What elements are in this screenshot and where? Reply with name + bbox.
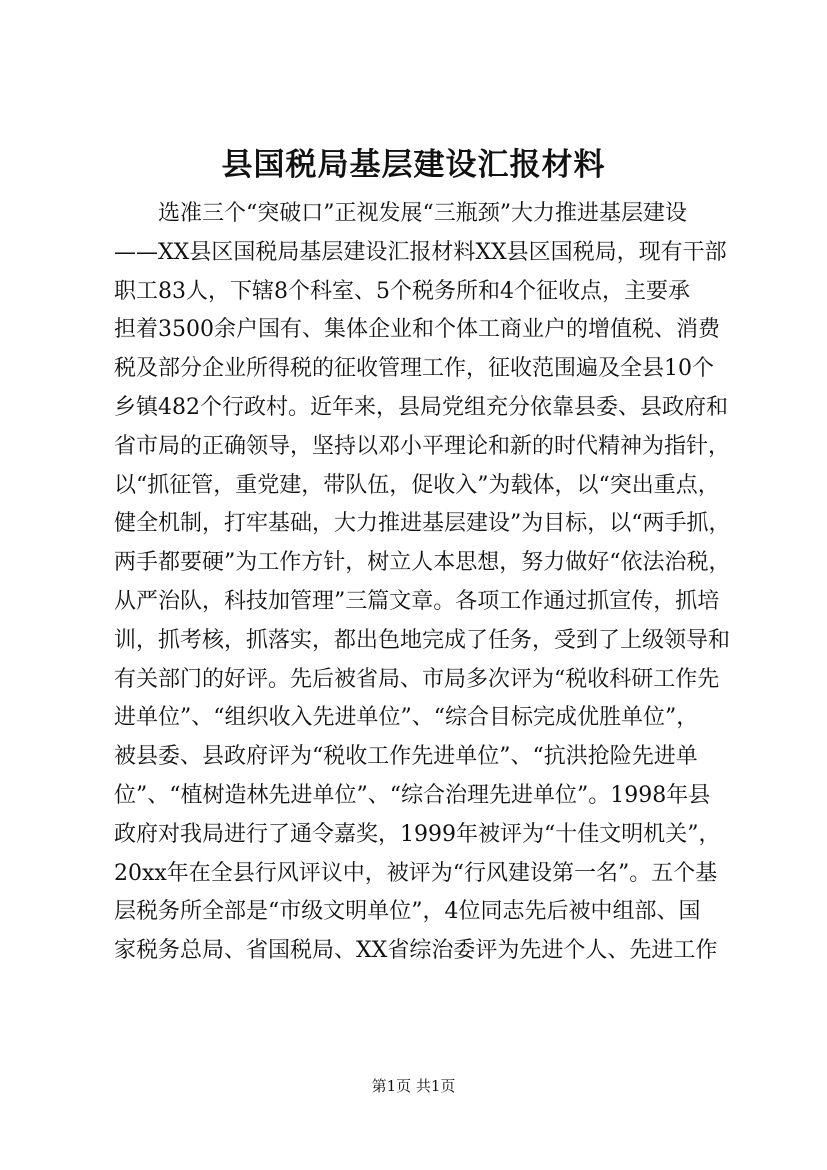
body-line: 职工83人，下辖8个科室、5个税务所和4个征收点，主要承 xyxy=(114,278,690,304)
body-line: 家税务总局、省国税局、XX省综治委评为先进个人、先进工作 xyxy=(114,938,718,964)
body-line: 位”、“植树造林先进单位”、“综合治理先进单位”。1998年县 xyxy=(114,782,711,808)
body-line: 政府对我局进行了通令嘉奖，1999年被评为“十佳文明机关”， xyxy=(114,821,721,847)
body-line: 被县委、县政府评为“税收工作先进单位”、“抗洪抢险先进单 xyxy=(114,744,698,770)
page-footer: 第1页 共1页 xyxy=(371,1077,456,1095)
body-line: 健全机制，打牢基础，大力推进基层建设”为目标，以“两手抓， xyxy=(114,511,730,537)
body-line: 两手都要硬”为工作方针，树立人本思想，努力做好“依法治税， xyxy=(114,550,730,576)
body-line: 进单位”、“组织收入先进单位”、“综合目标完成优胜单位”， xyxy=(114,705,699,731)
body-line: 以“抓征管，重党建，带队伍，促收入”为载体，以“突出重点， xyxy=(114,472,720,498)
document-title: 县国税局基层建设汇报材料 xyxy=(221,147,606,183)
body-line: 20xx年在全县行风评议中，被评为“行风建设第一名”。五个基 xyxy=(114,860,718,886)
body-line: 层税务所全部是“市级文明单位”，4位同志先后被中组部、国 xyxy=(114,899,701,925)
body-line: 选准三个“突破口”正视发展“三瓶颈”大力推进基层建设 xyxy=(158,201,687,226)
body-line: 从严治队，科技加管理”三篇文章。各项工作通过抓宣传，抓培 xyxy=(114,588,720,614)
body-line: 训，抓考核，抓落实，都出色地完成了任务，受到了上级领导和 xyxy=(114,627,730,653)
body-line: 省市局的正确领导，坚持以邓小平理论和新的时代精神为指针， xyxy=(114,433,730,459)
body-line: 乡镇482个行政村。近年来，县局党组充分依靠县委、县政府和 xyxy=(114,394,728,420)
body-line: ——XX县区国税局基层建设汇报材料XX县区国税局，现有干部 xyxy=(114,239,727,265)
document-body xyxy=(114,195,730,971)
body-line: 有关部门的好评。先后被省局、市局多次评为“税收科研工作先 xyxy=(114,666,720,692)
body-line: 担着3500余户国有、集体企业和个体工商业户的增值税、消费 xyxy=(114,317,720,343)
body-line: 税及部分企业所得税的征收管理工作，征收范围遍及全县10个 xyxy=(114,356,714,382)
